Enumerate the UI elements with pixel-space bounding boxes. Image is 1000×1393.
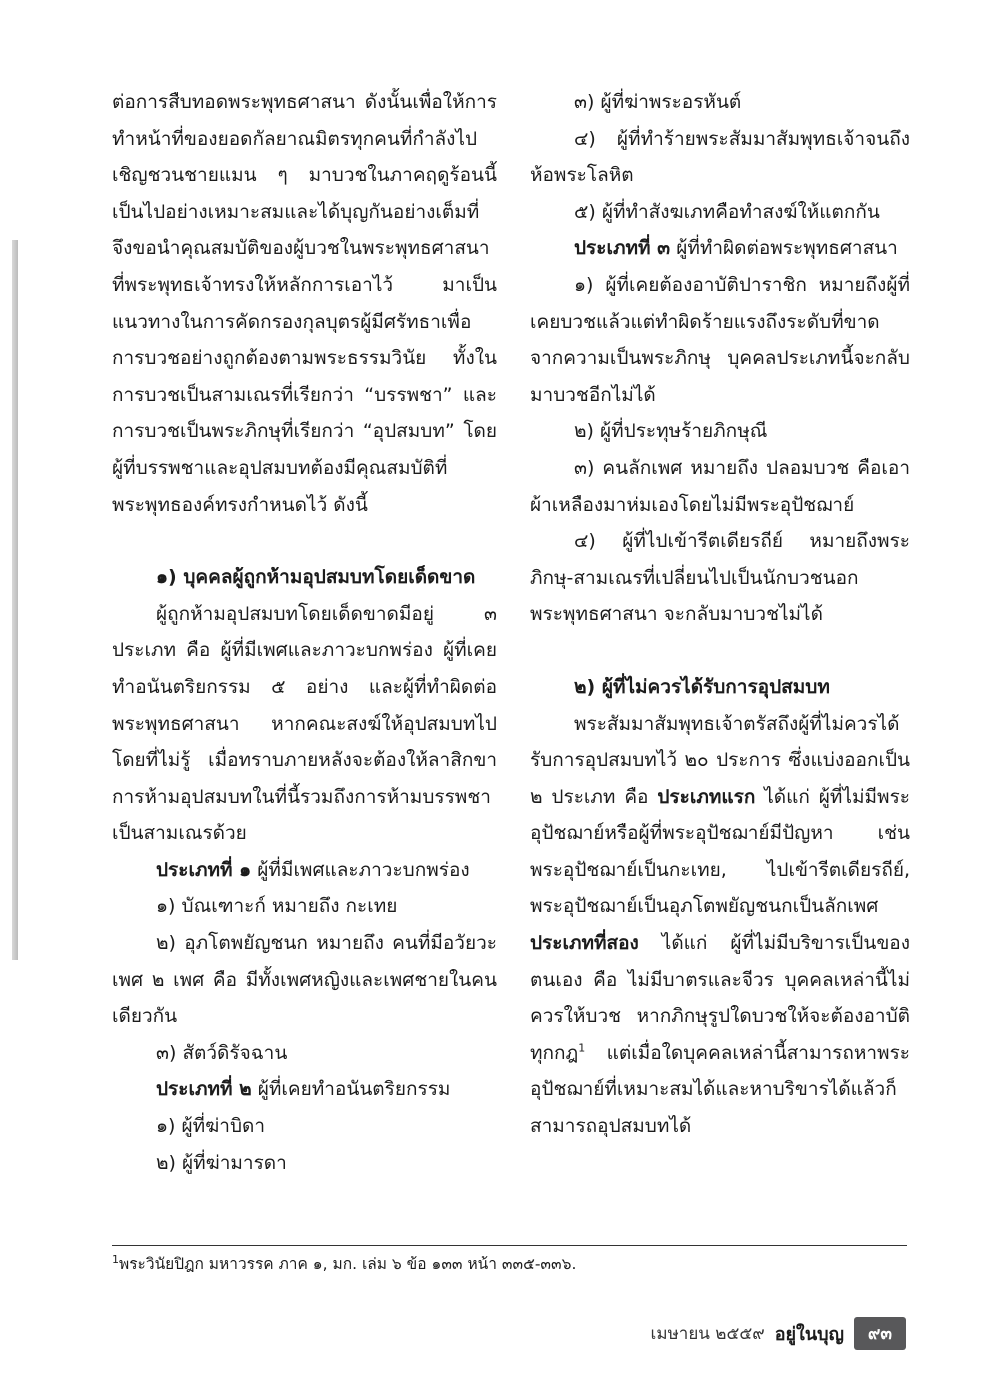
category-3-text: ผู้ที่ทำผิดต่อพระพุทธศาสนา: [670, 237, 898, 260]
list-item: ๒) ผู้ที่ประทุษร้ายภิกษุณี: [574, 420, 768, 443]
left-column: [112, 84, 497, 1181]
list-item: ๔) ผู้ที่ทำร้ายพระสัมมาสัมพุทธเจ้าจนถึงห้อพระโลหิต: [530, 127, 910, 187]
footnote-number: 1: [112, 1252, 119, 1266]
section-1-paragraph: ผู้ถูกห้ามอุปสมบทโดยเด็ดขาดมีอยู่ ๓ ประเภท คือ ผู้ที่มีเพศและภาวะบกพร่อง ผู้ที่เคยทำอนันตริยกรรม ๕ อย่าง และผู้ที่ทำผิดต่อพระพุทธศาสนา หากคณะสงฆ์ให้อุปสมบทไปโดยที่ไม่รู้ เมื่อทราบภายหลังจะต้องให้ลาสิกขา การห้ามอุปสมบทในที่นี้รวมถึงการห้ามบรรพชาเป็นสามเณรด้วย: [112, 602, 497, 845]
category-2-line: [112, 1071, 497, 1108]
paragraph-text: แต่เมื่อใดบุคคลเหล่านี้สามารถหาพระอุปัชฌาย์ที่เหมาะสมได้และหาบริขารได้แล้วก็สามารถอุปสมบทได้: [530, 1041, 910, 1138]
list-item: ๕) ผู้ที่ทำสังฆเภทคือทำสงฆ์ให้แตกกัน: [574, 200, 880, 223]
right-column: [530, 84, 910, 1145]
list-item: ๑) บัณเฑาะก์ หมายถึง กะเทย: [156, 895, 398, 918]
section-2-paragraph: [530, 706, 910, 1145]
type-second-label: ประเภทที่สอง: [530, 932, 639, 955]
spacer: [112, 523, 497, 559]
section-heading-2: ๒) ผู้ที่ไม่ควรได้รับการอุปสมบท: [574, 675, 830, 698]
footnote-marker[interactable]: 1: [578, 1041, 586, 1055]
spacer: [530, 633, 910, 669]
list-item: ๒) อุภโตพยัญชนก หมายถึง คนที่มีอวัยวะเพศ ๒ เพศ คือ มีทั้งเพศหญิงและเพศชายในคนเดียวกัน: [112, 932, 497, 1028]
category-2-label: ประเภทที่ ๒: [156, 1078, 252, 1101]
magazine-name: อยู่ในบุญ: [774, 1323, 844, 1345]
paragraph-text: ได้แก่ ผู้ที่ไม่มีบริขารเป็นของตนเอง คือ ไม่มีบาตรและจีวร บุคคลเหล่านี้ไม่ควรให้บวช หากภิกษุรูปใดบวชให้จะต้องอาบัติทุกกฎ: [530, 932, 910, 1064]
paragraph-text: พระสัมมาสัมพุทธเจ้าตรัสถึงผู้ที่ไม่ควรได้รับการอุปสมบทไว้ ๒๐ ประการ ซึ่งแบ่งออกเป็น ๒ ประเภท คือ: [530, 712, 910, 808]
footnote: [112, 1254, 907, 1274]
list-item: ๓) ผู้ที่ฆ่าพระอรหันต์: [574, 91, 742, 113]
list-item: ๑) ผู้ที่ฆ่าบิดา: [156, 1115, 266, 1138]
category-1-line: [112, 852, 497, 889]
category-2-text: ผู้ที่เคยทำอนันตริยกรรม: [251, 1078, 451, 1101]
section-heading-1: ๑) บุคคลผู้ถูกห้ามอุปสมบทโดยเด็ดขาด: [156, 566, 476, 589]
page-footer: [651, 1318, 906, 1348]
category-3-label: ประเภทที่ ๓: [574, 237, 671, 260]
page-number: ๙๓: [854, 1317, 906, 1350]
type-first-label: ประเภทแรก: [657, 785, 756, 808]
list-item: ๔) ผู้ที่ไปเข้ารีตเดียรถีย์ หมายถึงพระภิกษุ-สามเณรที่เปลี่ยนไปเป็นนักบวชนอกพระพุทธศาสนา จะกลับมาบวชไม่ได้: [530, 530, 910, 626]
list-item: ๓) สัตว์ดิรัจฉาน: [156, 1041, 288, 1064]
list-item: ๒) ผู้ที่ฆ่ามารดา: [156, 1151, 287, 1174]
list-item: ๑) ผู้ที่เคยต้องอาบัติปาราชิก หมายถึงผู้ที่เคยบวชแล้วแต่ทำผิดร้ายแรงถึงระดับที่ขาดจากความเป็นพระภิกษุ บุคคลประเภทนี้จะกลับมาบวชอีกไม่ได้: [530, 273, 910, 406]
category-1-label: ประเภทที่ ๑: [156, 858, 252, 881]
list-item: ๓) คนลักเพศ หมายถึง ปลอมบวช คือเอาผ้าเหลืองมาห่มเองโดยไม่มีพระอุปัชฌาย์: [530, 456, 910, 516]
intro-paragraph: ต่อการสืบทอดพระพุทธศาสนา ดังนั้นเพื่อให้การทำหน้าที่ของยอดกัลยาณมิตรทุกคนที่กำลังไปเชิญชวนชายแมน ๆ มาบวชในภาคฤดูร้อนนี้เป็นไปอย่างเหมาะสมและได้บุญกันอย่างเต็มที่ จึงขอนำคุณสมบัติของผู้บวชในพระพุทธศาสนาที่พระพุทธเจ้าทรงให้หลักการเอาไว้ มาเป็นแนวทางในการคัดกรองกุลบุตรผู้มีศรัทธาเพื่อการบวชอย่างถูกต้องตามพระธรรมวินัย ทั้งในการบวชเป็นสามเณรที่เรียกว่า “บรรพชา” และการบวชเป็นพระภิกษุที่เรียกว่า “อุปสมบท” โดยผู้ที่บรรพชาและอุปสมบทต้องมีคุณสมบัติที่พระพุทธองค์ทรงกำหนดไว้ ดังนี้: [112, 91, 497, 516]
footnote-text: พระวินัยปิฎก มหาวรรค ภาค ๑, มก. เล่ม ๖ ข้อ ๑๓๓ หน้า ๓๓๕-๓๓๖.: [119, 1255, 577, 1273]
issue-date: เมษายน ๒๕๕๙: [650, 1323, 765, 1344]
paragraph-text: ได้แก่ ผู้ที่ไม่มีพระอุปัชฌาย์หรือผู้ที่พระอุปัชฌาย์มีปัญหา เช่น พระอุปัชฌาย์เป็นกะเทย, ไปเข้ารีตเดียรถีย์, พระอุปัชฌาย์เป็นอุภโตพยัญชนกเป็นลักเพศ: [530, 785, 910, 918]
margin-bar: [12, 240, 18, 960]
footnote-divider: [112, 1245, 907, 1246]
category-1-text: ผู้ที่มีเพศและภาวะบกพร่อง: [251, 858, 470, 881]
category-3-line: [530, 230, 910, 267]
